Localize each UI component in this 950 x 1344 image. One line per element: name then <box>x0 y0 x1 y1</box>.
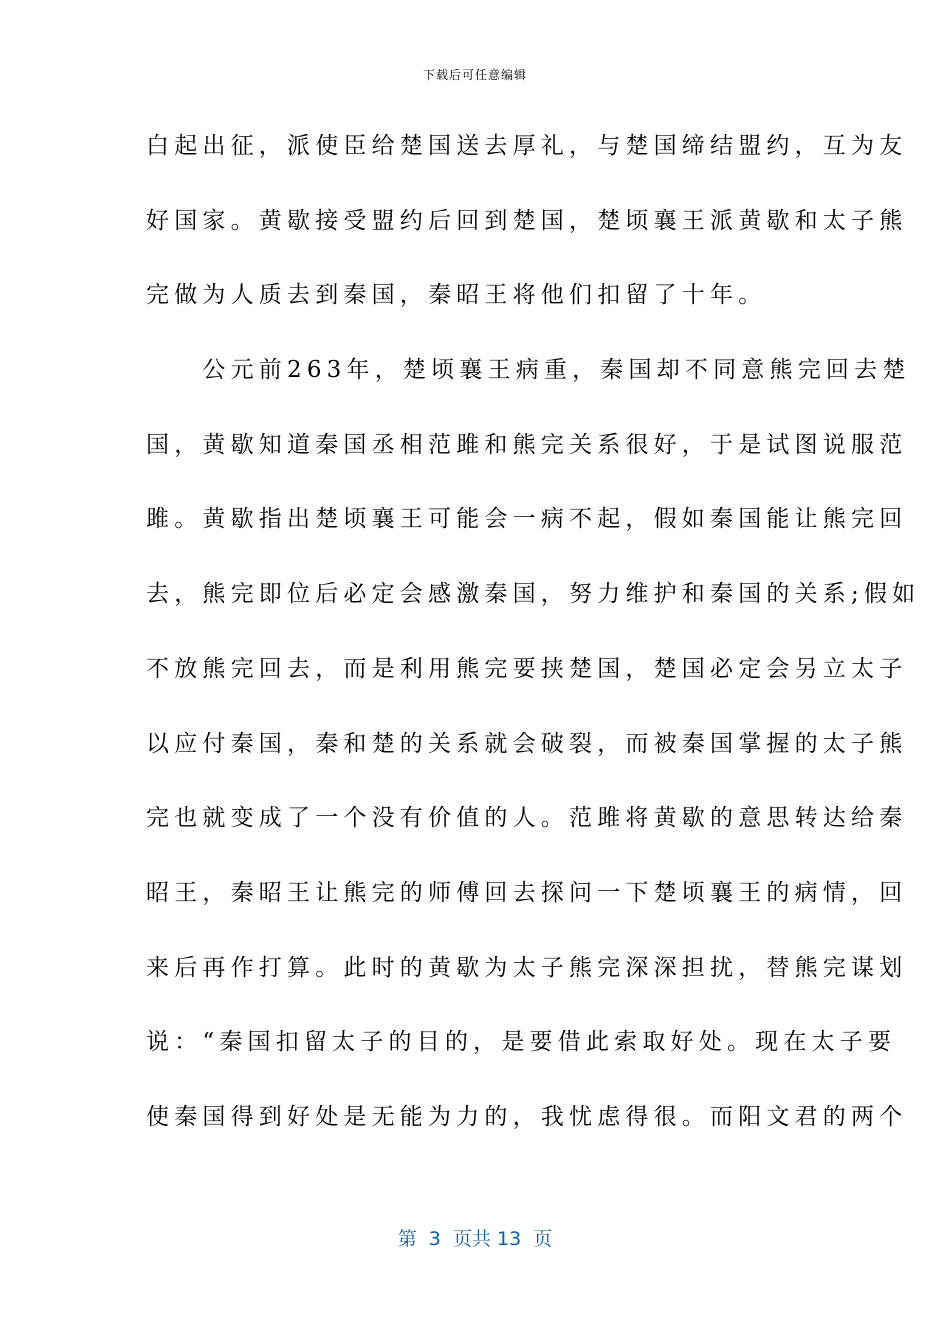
text-line-9: 以应付秦国，秦和楚的关系就会破裂，而被秦国掌握的太子熊 <box>146 730 908 757</box>
text-line-3: 完做为人质去到秦国，秦昭王将他们扣留了十年。 <box>146 282 767 309</box>
document-body <box>146 124 921 1170</box>
text-line-10: 完也就变成了一个没有价值的人。范雎将黄歇的意思转达给秦 <box>146 805 908 832</box>
download-note: 下载后可任意编辑 <box>422 68 527 82</box>
text-line-7: 去，熊完即位后必定会感激秦国，努力维护和秦国的关系;假如 <box>146 581 921 608</box>
text-line-4: 公元前263年，楚顷襄王病重，秦国却不同意熊完回去楚 <box>146 357 911 384</box>
text-line-8: 不放熊完回去，而是利用熊完要挟楚国，楚国必定会另立太子 <box>146 655 908 682</box>
text-line-1: 白起出征，派使臣给楚国送去厚礼，与楚国缔结盟约，互为友 <box>146 133 908 159</box>
page-number: 第 3 页共 13 页 <box>397 1228 553 1250</box>
text-line-2: 好国家。黄歇接受盟约后回到楚国，楚顷襄王派黄歇和太子熊 <box>146 207 908 234</box>
text-line-6: 雎。黄歇指出楚顷襄王可能会一病不起，假如秦国能让熊完回 <box>146 506 908 533</box>
text-line-5: 国，黄歇知道秦国丞相范雎和熊完关系很好，于是试图说服范 <box>146 431 908 458</box>
text-line-14: 使秦国得到好处是无能为力的，我忧虑得很。而阳文君的两个 <box>146 1103 908 1130</box>
text-line-11: 昭王，秦昭王让熊完的师傅回去探问一下楚顷襄王的病情，回 <box>146 879 908 906</box>
text-line-12: 来后再作打算。此时的黄歇为太子熊完深深担扰，替熊完谋划 <box>146 954 908 981</box>
text-line-13: 说：“秦国扣留太子的目的，是要借此索取好处。现在太子要 <box>146 1029 897 1056</box>
